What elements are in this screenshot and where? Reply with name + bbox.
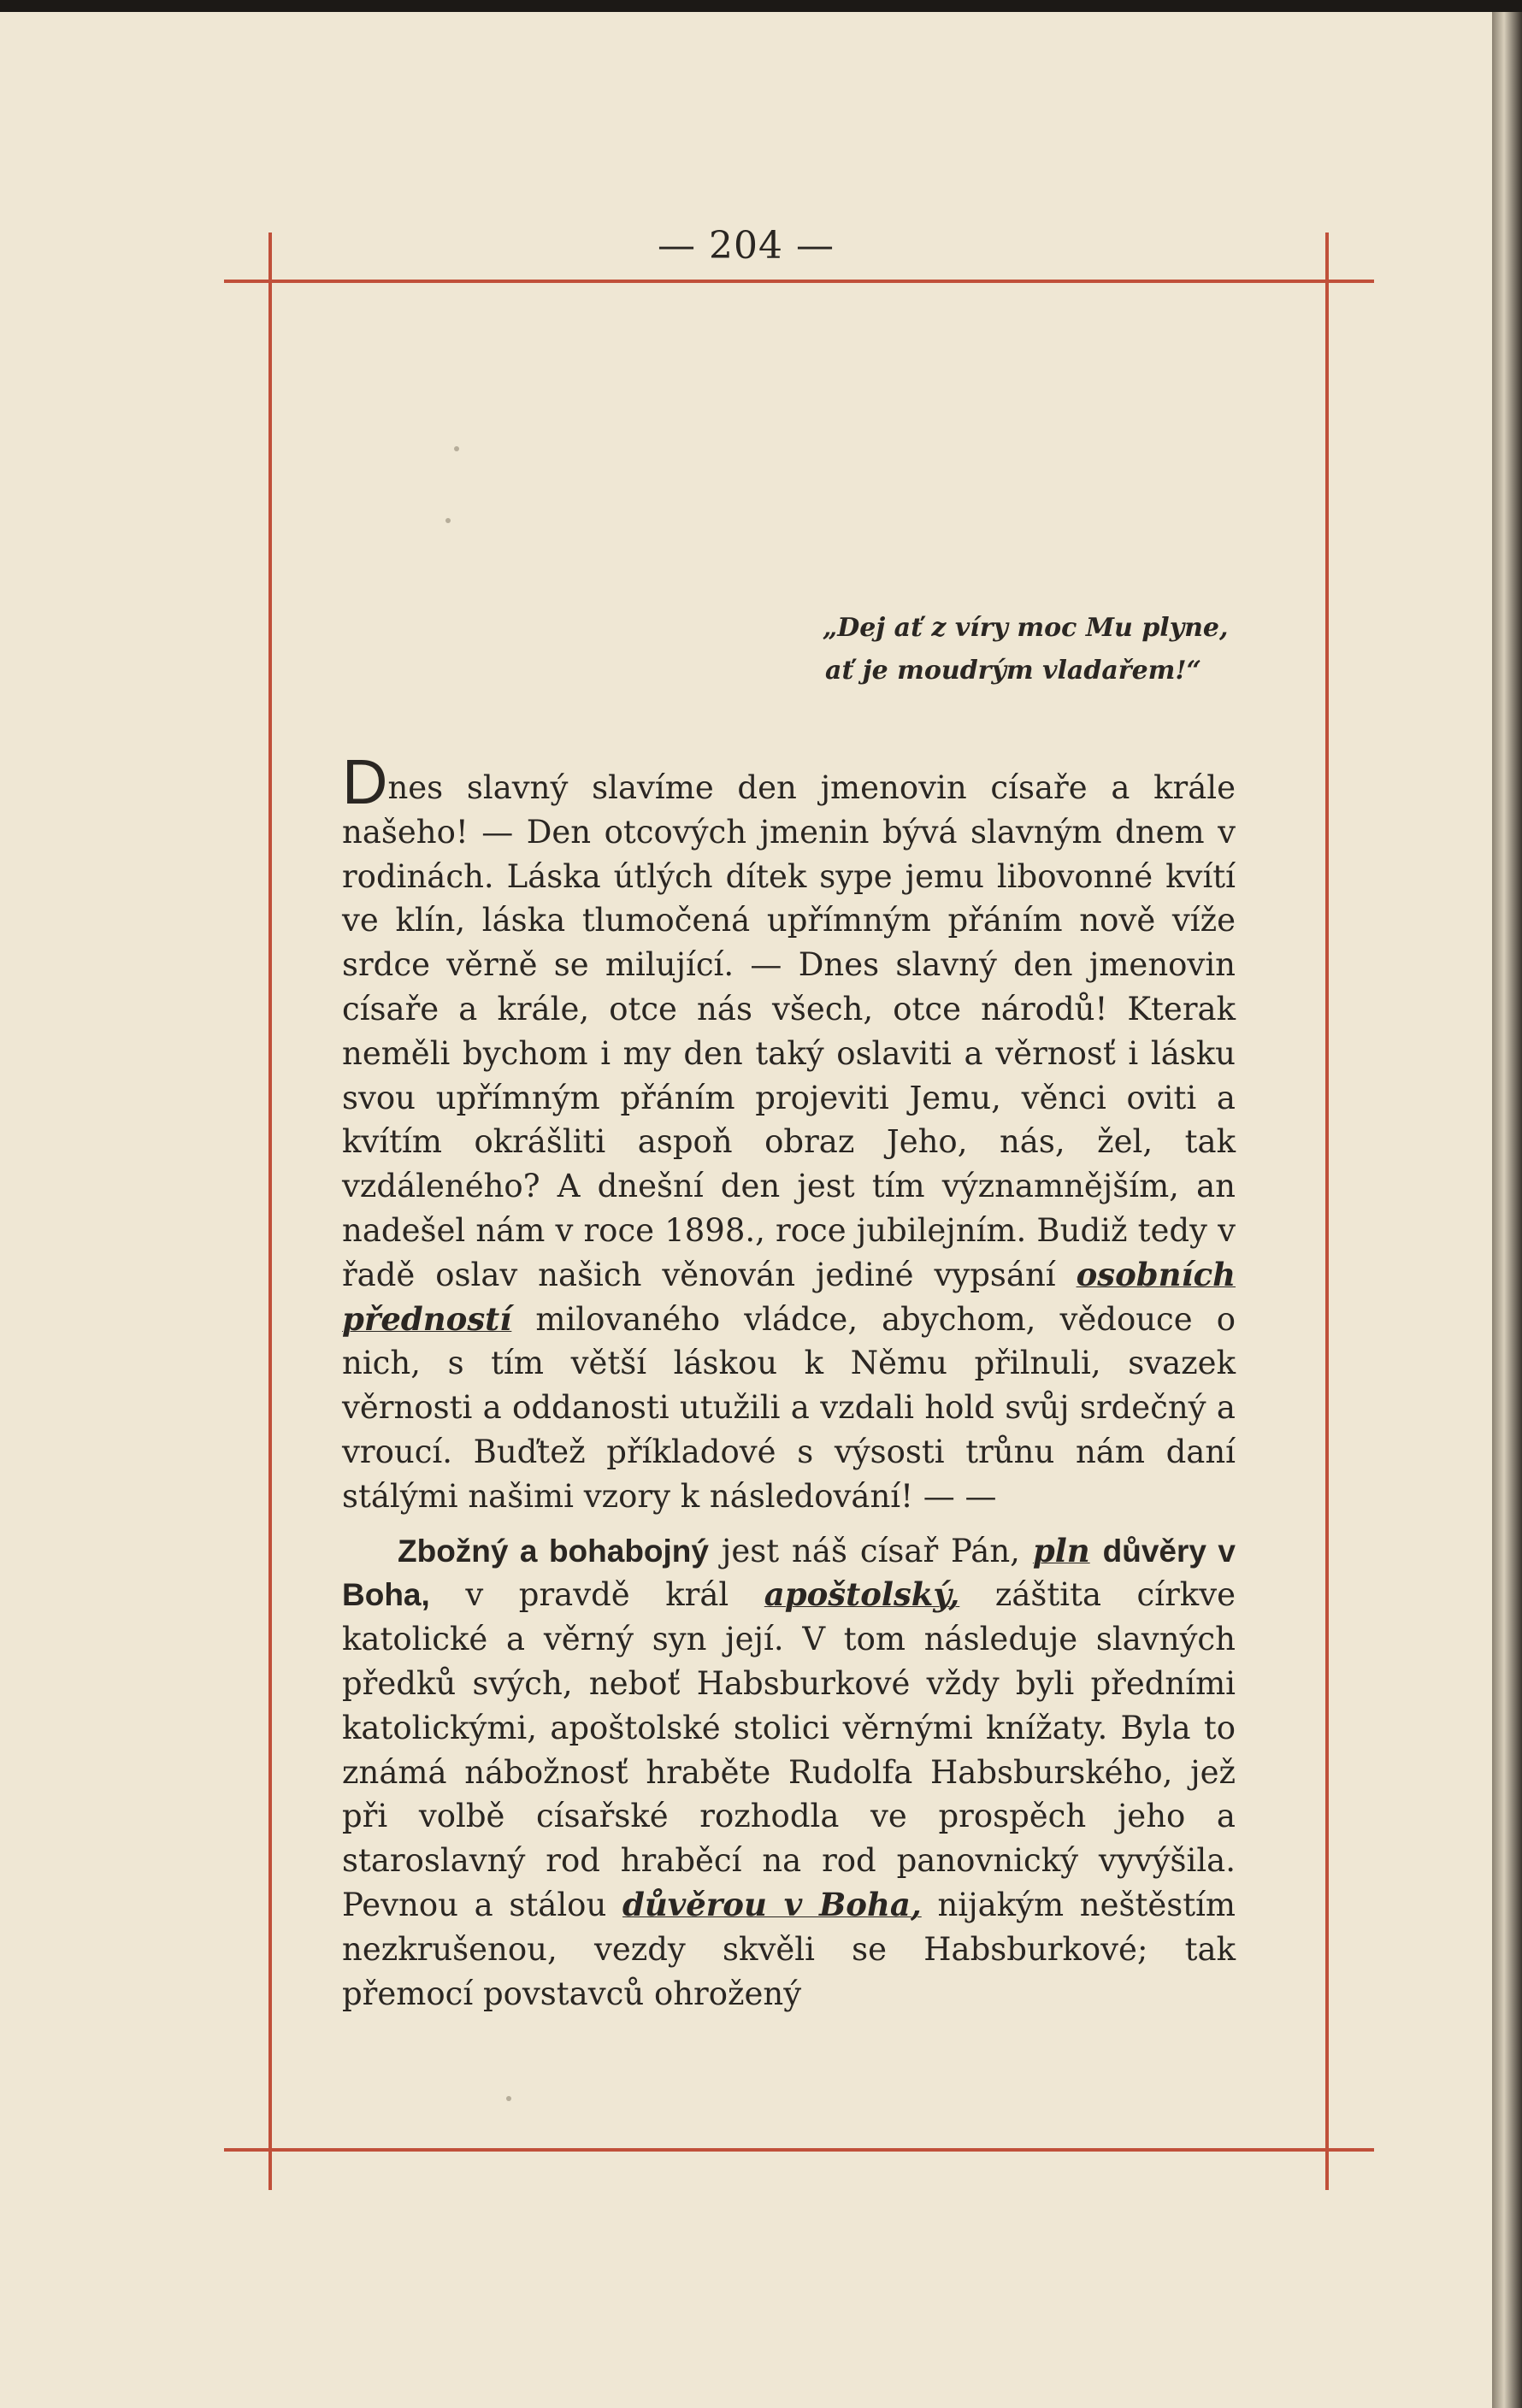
scan-border xyxy=(0,0,1522,12)
emphasis-personal-merits: osobních předností xyxy=(342,1255,1236,1338)
motto-epigraph xyxy=(823,607,1250,692)
paper-speck xyxy=(454,446,459,451)
bold-trust-in-god: důvěry v Boha, xyxy=(342,1533,1236,1613)
paragraph-1-text-2: milovaného vládce, abychom, vědouce o nich, s tím větší láskou k Němu přilnuli, svazek věrnosti a oddanosti utužili a vzdali hold svůj srdečný a vroucí. Buďtež příkladové s výsosti trůnu nám daní stálými našimi vzory k následování! — — xyxy=(342,1300,1236,1515)
motto-line-2: ať je moudrým vladařem!“ xyxy=(825,656,1201,686)
paper-speck xyxy=(506,2096,511,2101)
paragraph-2 xyxy=(342,1529,1236,2016)
paper-speck xyxy=(445,518,451,523)
bottom-rule xyxy=(224,2148,1374,2152)
right-rule xyxy=(1325,233,1329,2190)
bold-pious: Zbožný a bohabojný xyxy=(398,1533,709,1569)
left-rule xyxy=(268,233,272,2190)
paragraph-2-text-3: záštita církve katolické a věrný syn její. V tom následuje slavných předků svých, neboť Habsburkové vždy byli předními katolickými, apoštolské stolici věrnými knížaty. Byla to známá nábožnosť hraběte Rudolfa Habsburského, jež při volbě císařské rozhodla ve prospěch jeho a staroslavný rod hraběcí na rod panovnický vyvýšila. Pevnou a stálou xyxy=(342,1576,1236,1923)
paragraph-2-text-1: jest náš císař Pán, xyxy=(721,1532,1020,1569)
paragraph-1 xyxy=(342,746,1236,1519)
emphasis-apostolic: apoštolský, xyxy=(764,1575,960,1614)
emphasis-trust-in-god: důvěrou v Boha, xyxy=(622,1885,922,1923)
paragraph-2-text-4: nijakým neštěstím nezkrušenou, vezdy skvěli se Habsburkové; tak přemocí povstavců ohrožený xyxy=(342,1886,1236,2012)
motto-line-1: „Dej ať z víry moc Mu plyne, xyxy=(823,613,1229,643)
page-number: — 204 — xyxy=(658,224,835,268)
top-rule xyxy=(224,280,1374,283)
drop-cap: D xyxy=(342,746,388,817)
body-text xyxy=(342,746,1236,2016)
emphasis-full: pln xyxy=(1032,1531,1090,1569)
paragraph-1-text: nes slavný slavíme den jmenovin císaře a krále našeho! — Den otcových jmenin bývá slavným dnem v rodinách. Láska útlých dítek sype jemu libovonné kvítí ve klín, láska tlumočená upřímným přáním nově víže srdce věrně se milující. — Dnes slavný den jmenovin císaře a krále, otce nás všech, otce národů! Kterak neměli bychom i my den taký oslaviti a věrnosť i lásku svou upřímným přáním projeviti Jemu, věnci oviti a kvítím okrášliti aspoň obraz Jeho, nás, žel, tak vzdáleného? A dnešní den jest tím významnějším, an nadešel nám v roce 1898., roce jubilejním. Budiž tedy v řadě oslav našich věnován jediné vypsání xyxy=(342,769,1236,1293)
paragraph-2-text-2: v pravdě král xyxy=(465,1576,729,1614)
book-edge xyxy=(1492,0,1522,2408)
